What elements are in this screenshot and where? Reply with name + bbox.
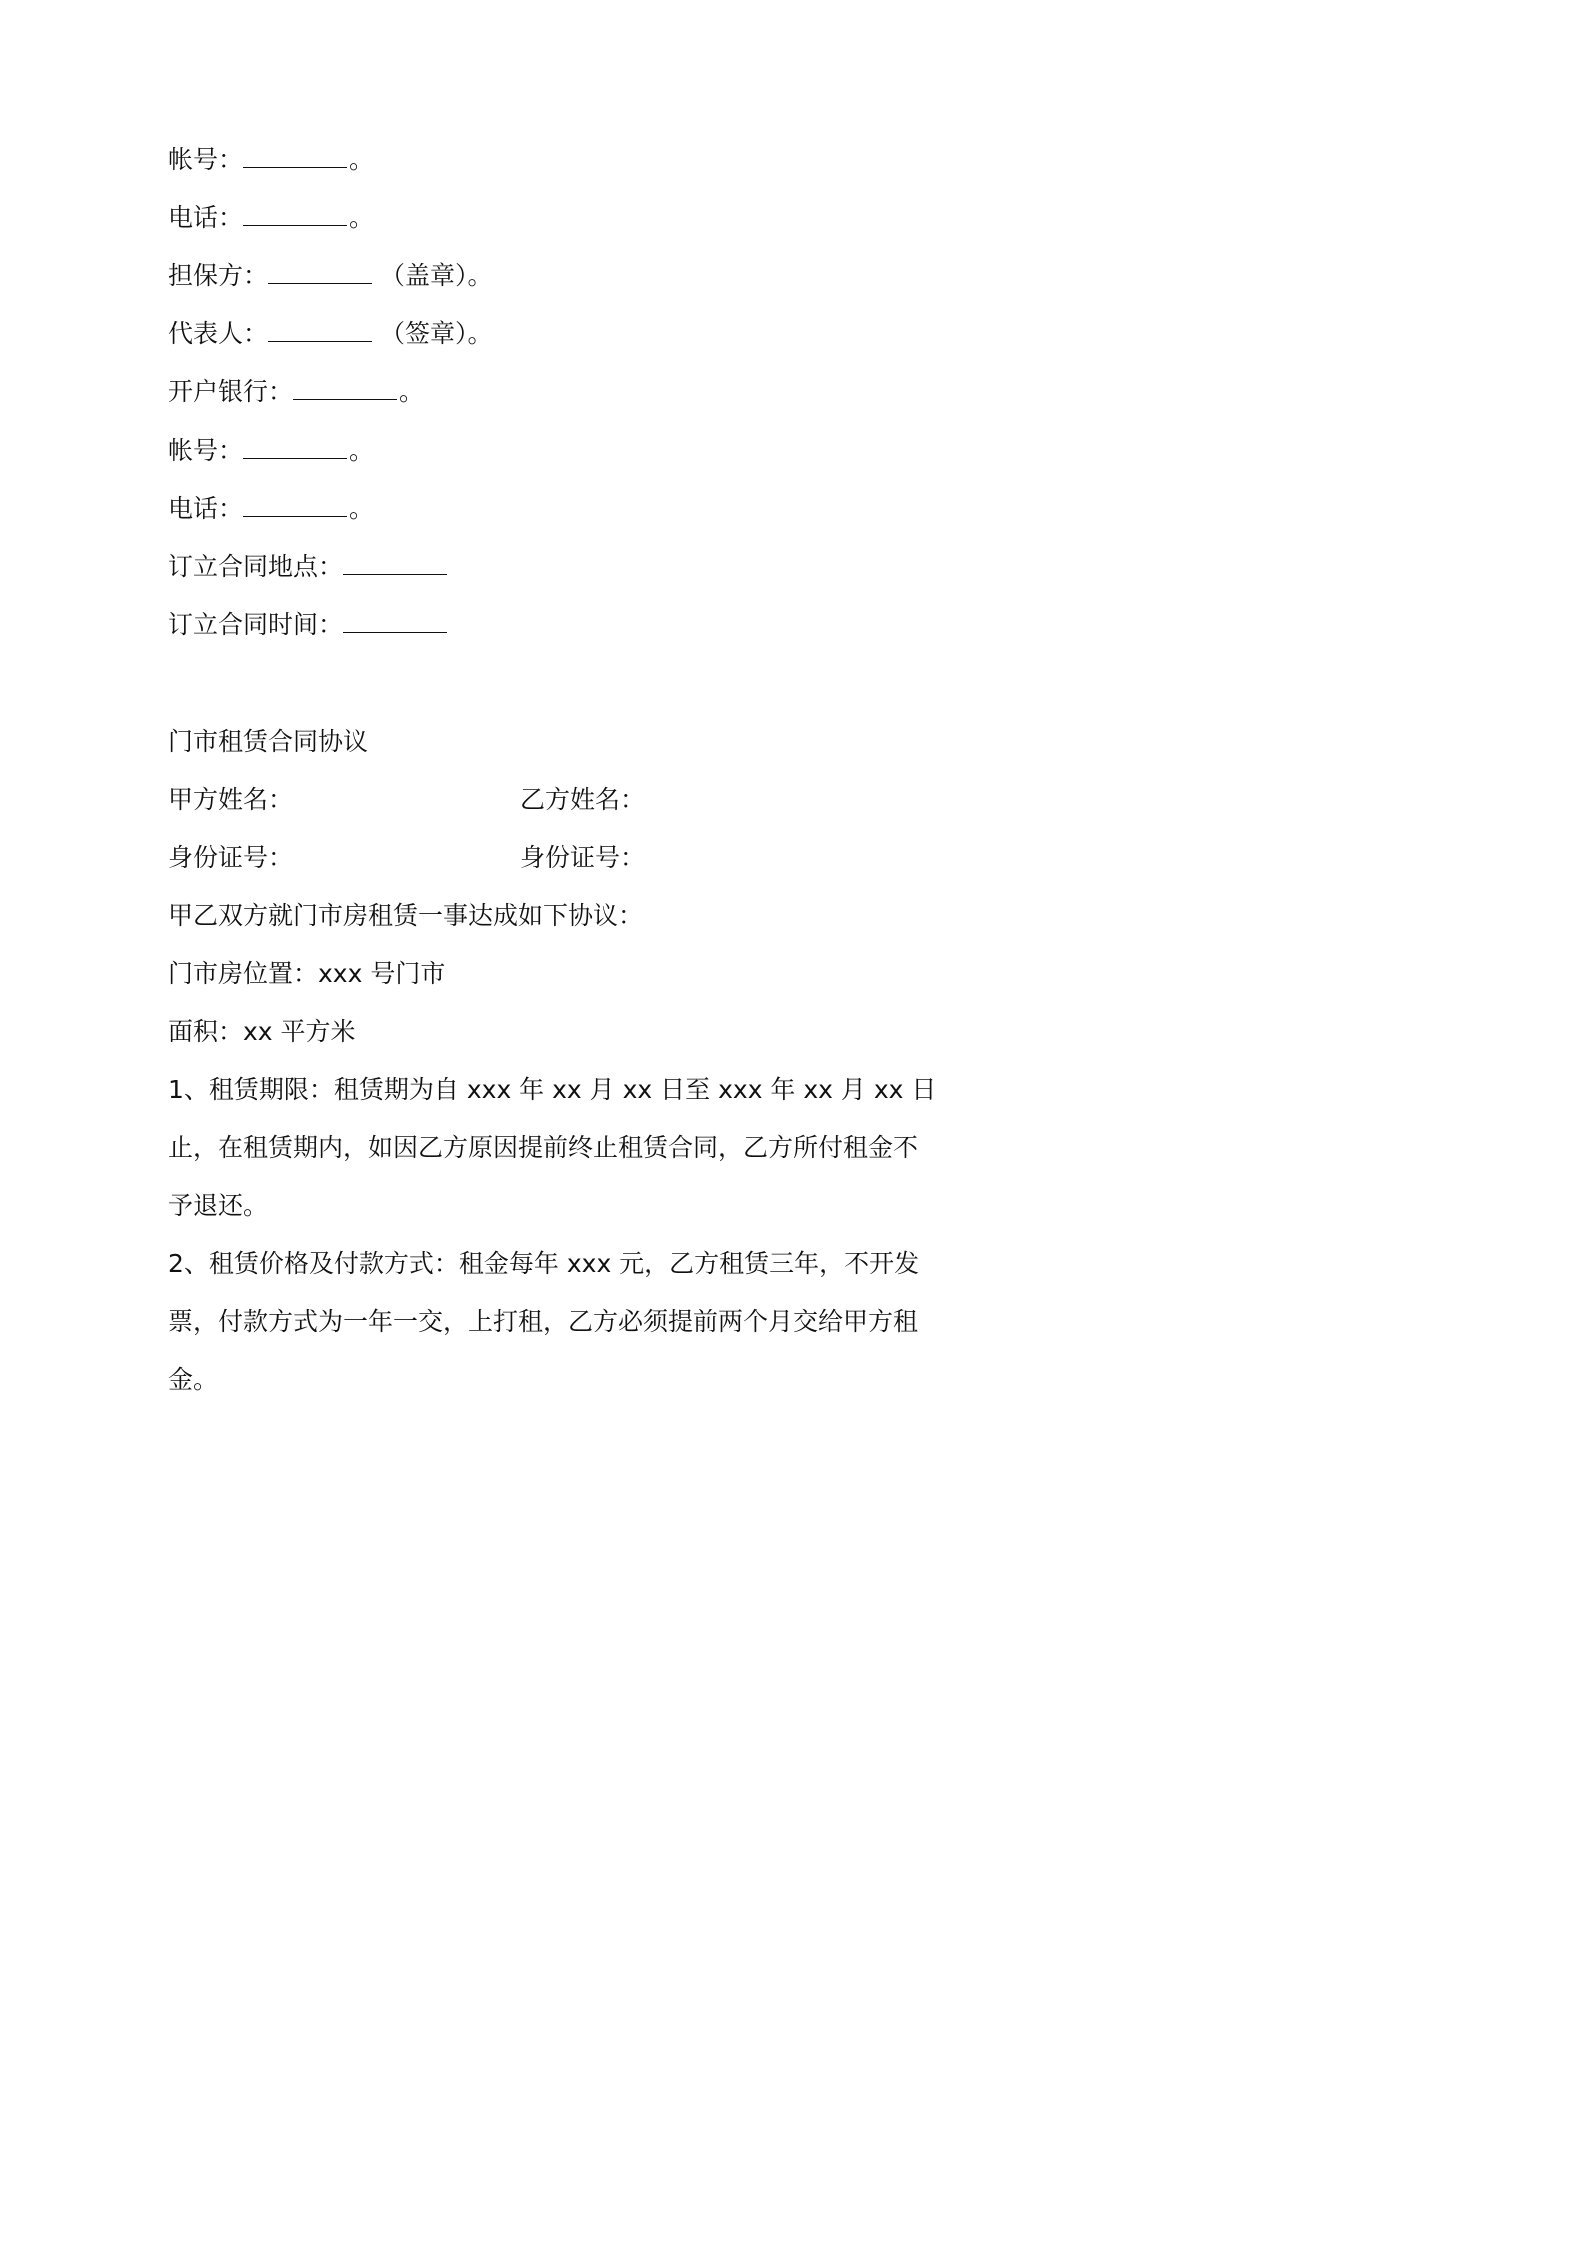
representative-field bbox=[168, 319, 493, 349]
clause-2-line-1: 2、租赁价格及付款方式：租金每年 xxx 元，乙方租赁三年，不开发 bbox=[168, 1249, 920, 1278]
field-suffix: 。 bbox=[349, 494, 375, 523]
blank-line bbox=[243, 494, 347, 517]
field-label: 电话： bbox=[168, 494, 244, 523]
blank-line bbox=[243, 145, 347, 168]
field-label: 帐号： bbox=[168, 145, 244, 174]
contract-time-field bbox=[168, 610, 449, 640]
phone-field-2 bbox=[168, 494, 374, 524]
field-label: 代表人： bbox=[168, 319, 269, 348]
party-b-name: 乙方姓名： bbox=[520, 785, 646, 814]
field-suffix: （签章）。 bbox=[380, 319, 493, 348]
blank-line bbox=[343, 552, 447, 575]
blank-line bbox=[343, 610, 447, 633]
field-label: 开户银行： bbox=[168, 377, 294, 406]
field-suffix: 。 bbox=[349, 145, 375, 174]
shop-location: 门市房位置：xxx 号门市 bbox=[168, 959, 446, 988]
field-label: 帐号： bbox=[168, 436, 244, 465]
blank-line bbox=[268, 319, 372, 342]
blank-line bbox=[293, 377, 397, 400]
shop-area: 面积：xx 平方米 bbox=[168, 1017, 356, 1046]
party-a-name: 甲方姓名： bbox=[168, 785, 294, 814]
field-suffix: 。 bbox=[349, 203, 375, 232]
clause-1-line-1: 1、租赁期限：租赁期为自 xxx 年 xx 月 xx 日至 xxx 年 xx 月 xx 日 bbox=[168, 1075, 937, 1104]
blank-line bbox=[243, 436, 347, 459]
field-label: 订立合同地点： bbox=[168, 552, 344, 581]
blank-line bbox=[268, 261, 372, 284]
field-suffix: （盖章）。 bbox=[380, 261, 493, 290]
field-suffix: 。 bbox=[349, 436, 375, 465]
clause-2-line-3: 金。 bbox=[168, 1365, 219, 1394]
agreement-title: 门市租赁合同协议 bbox=[168, 727, 369, 756]
party-b-id: 身份证号： bbox=[520, 843, 646, 872]
clause-2-line-2: 票，付款方式为一年一交，上打租，乙方必须提前两个月交给甲方租 bbox=[168, 1307, 919, 1336]
field-label: 担保方： bbox=[168, 261, 269, 290]
clause-1-line-3: 予退还。 bbox=[168, 1191, 269, 1220]
party-a-id: 身份证号： bbox=[168, 843, 294, 872]
agreement-intro: 甲乙双方就门市房租赁一事达成如下协议： bbox=[168, 901, 644, 930]
field-label: 订立合同时间： bbox=[168, 610, 344, 639]
guarantor-field bbox=[168, 261, 493, 291]
phone-field-1 bbox=[168, 203, 374, 233]
account-field-2 bbox=[168, 436, 374, 466]
field-suffix: 。 bbox=[399, 377, 425, 406]
clause-1-line-2: 止，在租赁期内，如因乙方原因提前终止租赁合同，乙方所付租金不 bbox=[168, 1133, 919, 1162]
field-label: 电话： bbox=[168, 203, 244, 232]
contract-place-field bbox=[168, 552, 449, 582]
account-field-1 bbox=[168, 145, 374, 175]
bank-field bbox=[168, 377, 424, 407]
blank-line bbox=[243, 203, 347, 226]
